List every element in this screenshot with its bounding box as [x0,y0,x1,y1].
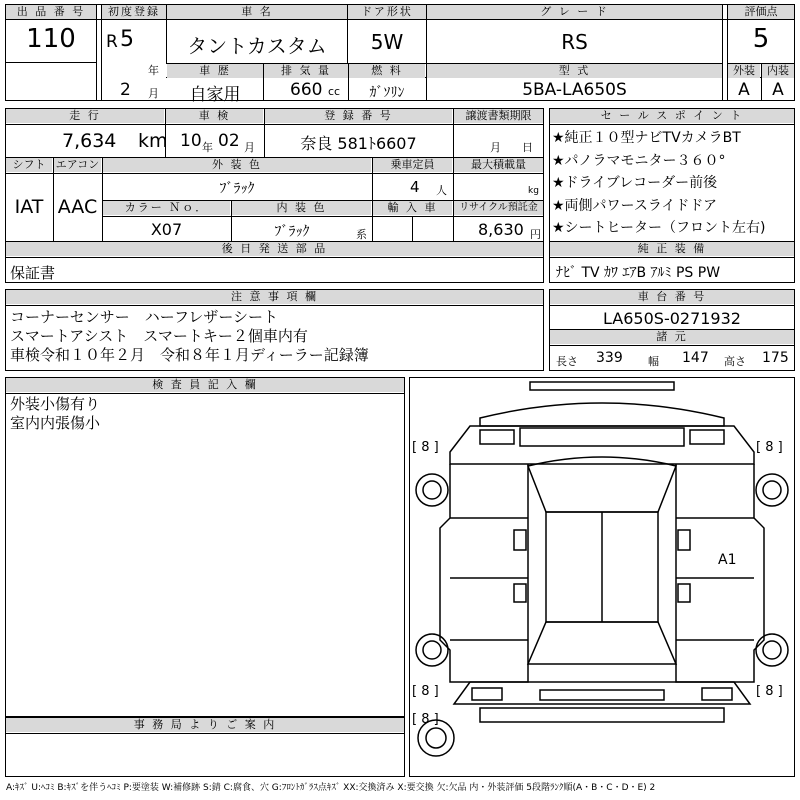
spare-tire-depth: [ 8 ] [412,712,439,727]
sales-point-item: ★純正１０型ナビTVカメラBT [552,130,741,146]
hdr-specs: 諸 元 [550,330,794,344]
hdr-color-no: カラー Ｎｏ． [103,201,230,215]
tire-rear-left-depth: [ 8 ] [412,684,439,699]
transfer-day-unit: 日 [522,141,533,154]
mirror-right [678,530,690,550]
car-name: タントカスタム [187,34,327,58]
note-line: コーナーセンサー ハーフレザーシート [10,308,279,326]
later-parts: 保証書 [10,264,56,282]
hdr-sales-points: セ ー ル ス ポ イ ン ト [550,109,794,123]
lot-number: 110 [26,24,76,54]
tire-front-right-depth: [ 8 ] [756,440,783,455]
hdr-exterior-grade: 外装 [728,64,760,78]
length-label: 長さ [556,355,578,368]
hdr-chassis: 車 台 番 号 [550,290,794,304]
tire-front-left [416,474,448,506]
hdr-lot-no: 出 品 番 号 [6,5,96,19]
capacity-unit: 人 [436,184,447,197]
color-number: X07 [150,220,183,239]
hdr-history: 車 歴 [167,64,263,78]
height-label: 高さ [724,355,746,368]
sales-point-item: ★ドライブレコーダー前後 [552,175,718,191]
hdr-displacement: 排 気 量 [264,64,348,78]
car-diagram [410,378,794,776]
inspector-notes [10,395,400,433]
sales-points-list [552,127,794,240]
hdr-car-name: 車 名 [167,5,347,19]
inspector-note-line: 外装小傷有り [10,395,101,413]
hdr-inspection: 車 検 [166,109,263,123]
headlight-right [690,430,724,444]
grade-value: RS [561,30,588,54]
door-handle-right [678,584,690,602]
hdr-later-parts: 後 日 発 送 部 品 [6,242,543,256]
right-side [676,464,764,682]
hdr-max-load: 最大積載量 [454,158,543,172]
hdr-fuel: 燃 料 [349,64,425,78]
overall-score: 5 [752,24,770,54]
hdr-import: 輸 入 車 [373,201,452,215]
mirror-left [514,530,526,550]
tire-rear-right-depth: [ 8 ] [756,684,783,699]
mileage-value: 7,634 [62,130,117,152]
reg-year: 5 [120,27,134,52]
rear-bumper [480,708,724,722]
taillight-left [472,688,502,700]
headlight-left [480,430,514,444]
reg-year-unit: 年 [148,64,159,77]
grille [520,428,684,446]
hdr-inspector: 検 査 員 記 入 欄 [6,378,404,392]
interior-color-suffix: 系 [356,228,367,241]
inspector-note-line: 室内内張傷小 [10,414,101,432]
hdr-recycle: リサイクル預託金 [454,201,543,215]
hdr-interior-grade: 内装 [762,64,794,78]
interior-color: ﾌﾞﾗｯｸ [274,224,310,240]
rear-window [528,622,676,664]
front-bumper-strip [530,382,674,390]
windshield [528,457,676,512]
capacity-value: 4 [410,178,420,196]
hdr-office: 事 務 局 よ り ご 案 内 [6,718,404,732]
tire-front-right [756,474,788,506]
tire-rear-left [416,634,448,666]
hdr-model: 型 式 [427,64,722,78]
tire-front-left-depth: [ 8 ] [412,440,439,455]
inspection-month: 02 [218,131,240,151]
mileage-unit: km [138,130,168,152]
hdr-notes: 注 意 事 項 欄 [6,290,543,304]
hdr-first-reg: 初度登録 [102,5,166,19]
reg-month-unit: 月 [148,87,159,100]
hdr-shift: シフト [6,158,52,172]
hdr-aircon: エアコン [55,158,100,171]
hdr-grade: グ レ ー ド [427,5,722,19]
width-value: 147 [682,350,709,366]
damage-mark-a1: A1 [718,552,737,568]
hdr-score: 評価点 [728,5,794,19]
hdr-reg-no: 登 録 番 号 [265,109,452,123]
vehicle-history: 自家用 [189,85,241,105]
inspection-month-unit: 月 [244,141,255,154]
recycle-unit: 円 [530,228,541,241]
hdr-mileage: 走 行 [6,109,164,123]
fuel-type: ｶﾞｿﾘﾝ [369,85,405,101]
hdr-capacity: 乗車定員 [373,158,452,172]
hdr-transfer-date: 譲渡書類期限 [454,109,543,123]
chassis-number: LA650S-0271932 [603,309,741,328]
license-plate [540,690,664,700]
left-side [440,464,528,682]
displacement-value: 660 [290,80,323,100]
note-line: スマートアシスト スマートキー２個車内有 [10,327,308,345]
height-value: 175 [762,350,789,366]
hood-outline [450,426,754,464]
door-handle-left [514,584,526,602]
equipment-list: ﾅﾋﾞ TV ｶﾜ ｴｱB ｱﾙﾐ PS PW [556,265,721,281]
taillight-right [702,688,732,700]
hdr-int-color: 内 装 色 [232,201,371,215]
hdr-door: ドア形状 [348,5,426,19]
note-line: 車検令和１０年２月 令和８年１月ディーラー記録簿 [10,346,369,364]
model-code: 5BA-LA650S [522,80,627,100]
displacement-unit: cc [328,85,341,98]
legend-text: A:ｷｽﾞ U:ﾍｺﾐ B:ｷｽﾞを伴うﾍｺﾐ P:要塗装 W:補修跡 S:錆 C:腐食、穴 G:ﾌﾛﾝﾄｶﾞﾗｽ点ｷｽﾞ XX:交換済み X:要交換 欠:欠品 内・外装評価 5段階ﾗﾝｸ順(A・B・C・D・E) 2 [6,783,656,793]
interior-grade: A [772,80,784,100]
shift-type: IAT [14,196,44,218]
exterior-color: ﾌﾞﾗｯｸ [219,181,255,197]
notes-list [10,308,540,365]
length-value: 339 [596,350,623,366]
front-bumper [480,403,724,426]
inspection-year: 10 [180,131,202,151]
sales-point-item: ★シートヒーター（フロント左右) [552,220,766,236]
registration-number: 奈良 581ﾄ6607 [300,134,417,153]
inspection-year-unit: 年 [202,141,213,154]
reg-era: R [106,32,118,52]
hdr-equipment: 純 正 装 備 [550,242,794,256]
tire-rear-right [756,634,788,666]
reg-month: 2 [120,80,131,100]
width-label: 幅 [648,355,659,368]
aircon-type: AAC [57,196,98,218]
recycle-fee: 8,630 [478,220,524,239]
transfer-month-unit: 月 [490,141,501,154]
max-load-unit: kg [528,186,539,196]
door-type: 5W [370,30,404,54]
exterior-grade: A [738,80,750,100]
hdr-ext-color: 外 装 色 [103,158,371,172]
sales-point-item: ★パノラマモニター３６０° [552,152,726,169]
sales-point-item: ★両側パワースライドドア [552,197,718,214]
